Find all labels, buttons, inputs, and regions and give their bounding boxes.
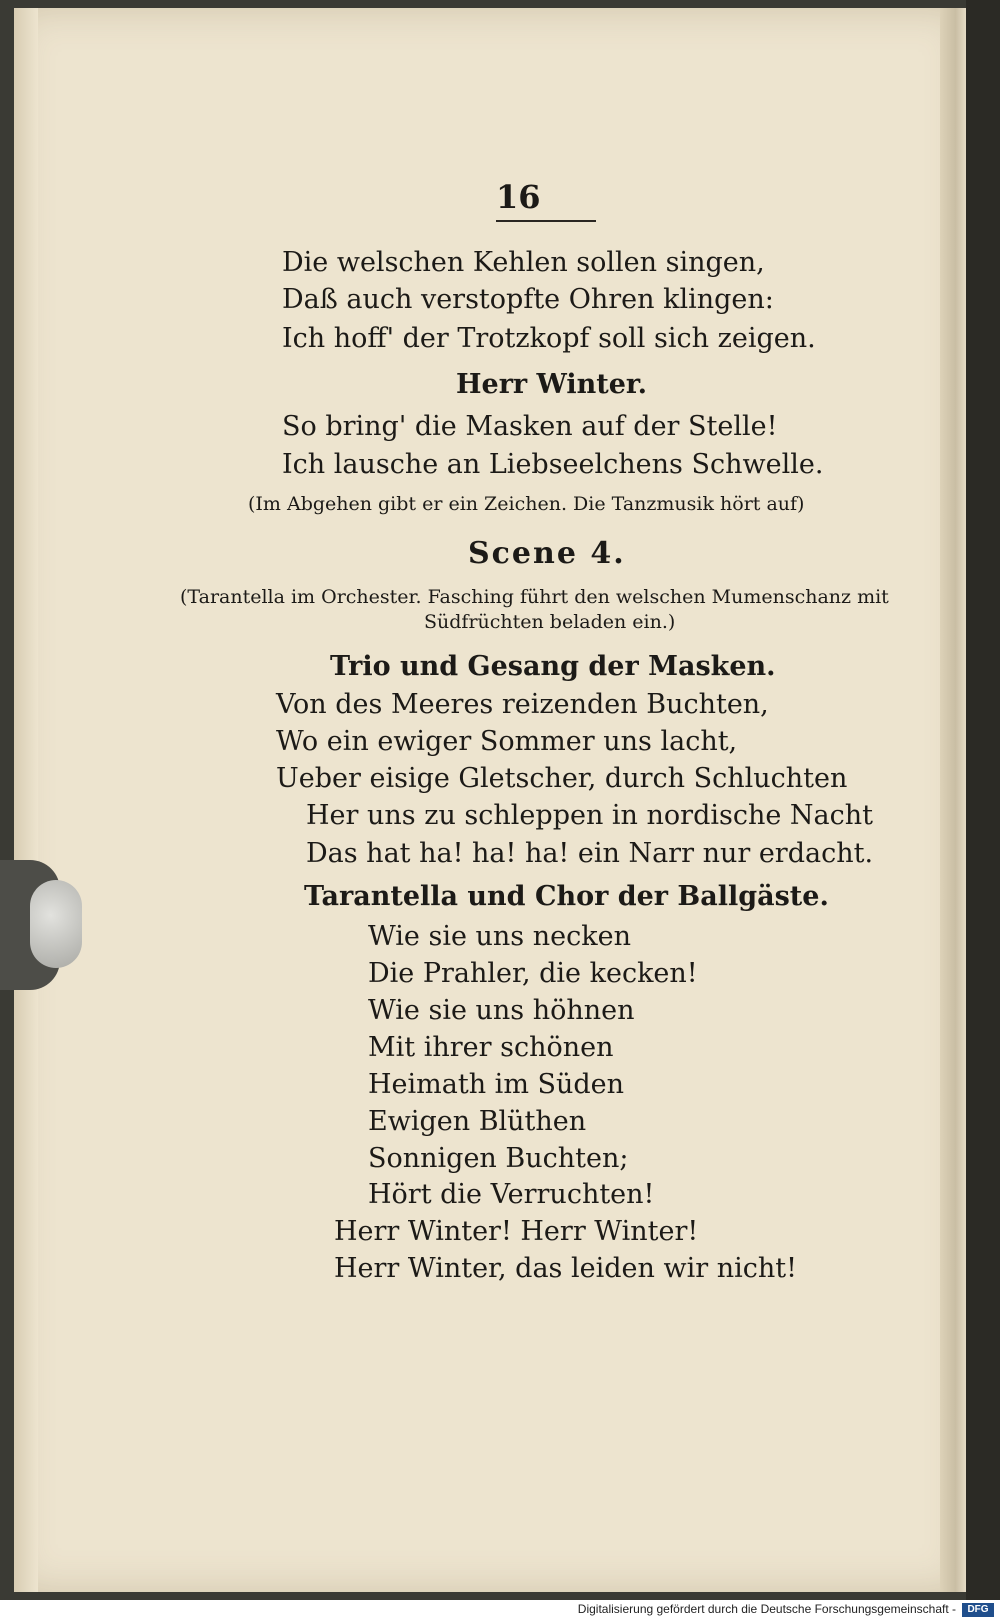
verse-line: Wo ein ewiger Sommer uns lacht,	[276, 726, 738, 757]
verse-line: Daß auch verstopfte Ohren klingen:	[282, 284, 774, 315]
verse-line: Ewigen Blüthen	[368, 1106, 587, 1137]
verse-line: Das hat ha! ha! ha! ein Narr nur erdacht.	[306, 838, 874, 869]
section-heading: Tarantella und Chor der Ballgäste.	[304, 881, 829, 912]
verse-line: Die Prahler, die kecken!	[368, 958, 698, 989]
verse-line: Ich hoff' der Trotzkopf soll sich zeigen.	[282, 323, 816, 354]
dfg-logo[interactable]: DFG	[962, 1603, 994, 1617]
verse-line: Heimath im Süden	[368, 1069, 625, 1100]
verse-line: Von des Meeres reizenden Buchten,	[276, 689, 769, 720]
verse-line: Herr Winter! Herr Winter!	[334, 1216, 699, 1247]
verse-line: Ueber eisige Gletscher, durch Schluchten	[276, 763, 848, 794]
funding-notice: Digitalisierung gefördert durch die Deutsche Forschungsgemeinschaft -	[577, 1602, 956, 1616]
stage-direction: (Tarantella im Orchester. Fasching führt den welschen Mumenschanz mit	[180, 586, 889, 608]
verse-line: Wie sie uns höhnen	[368, 995, 635, 1026]
verse-line: Wie sie uns necken	[368, 921, 631, 952]
stage-direction: (Im Abgehen gibt er ein Zeichen. Die Tanzmusik hört auf)	[248, 493, 805, 515]
stage-direction: Südfrüchten beladen ein.)	[424, 611, 676, 633]
verse-line: So bring' die Masken auf der Stelle!	[282, 411, 778, 442]
speaker-heading: Herr Winter.	[456, 369, 648, 400]
page-number-rule	[496, 220, 596, 222]
verse-line: Her uns zu schleppen in nordische Nacht	[306, 800, 874, 831]
section-heading: Trio und Gesang der Masken.	[330, 651, 776, 682]
verse-line: Hört die Verruchten!	[368, 1179, 655, 1210]
verse-line: Herr Winter, das leiden wir nicht!	[334, 1253, 797, 1284]
verse-line: Sonnigen Buchten;	[368, 1143, 629, 1174]
footer-bar	[0, 1600, 1000, 1620]
scene-heading: Scene 4.	[468, 536, 626, 571]
verse-line: Die welschen Kehlen sollen singen,	[282, 247, 765, 278]
page-number: 16	[496, 178, 541, 216]
verse-line: Mit ihrer schönen	[368, 1032, 614, 1063]
verse-line: Ich lausche an Liebseelchens Schwelle.	[282, 449, 824, 480]
